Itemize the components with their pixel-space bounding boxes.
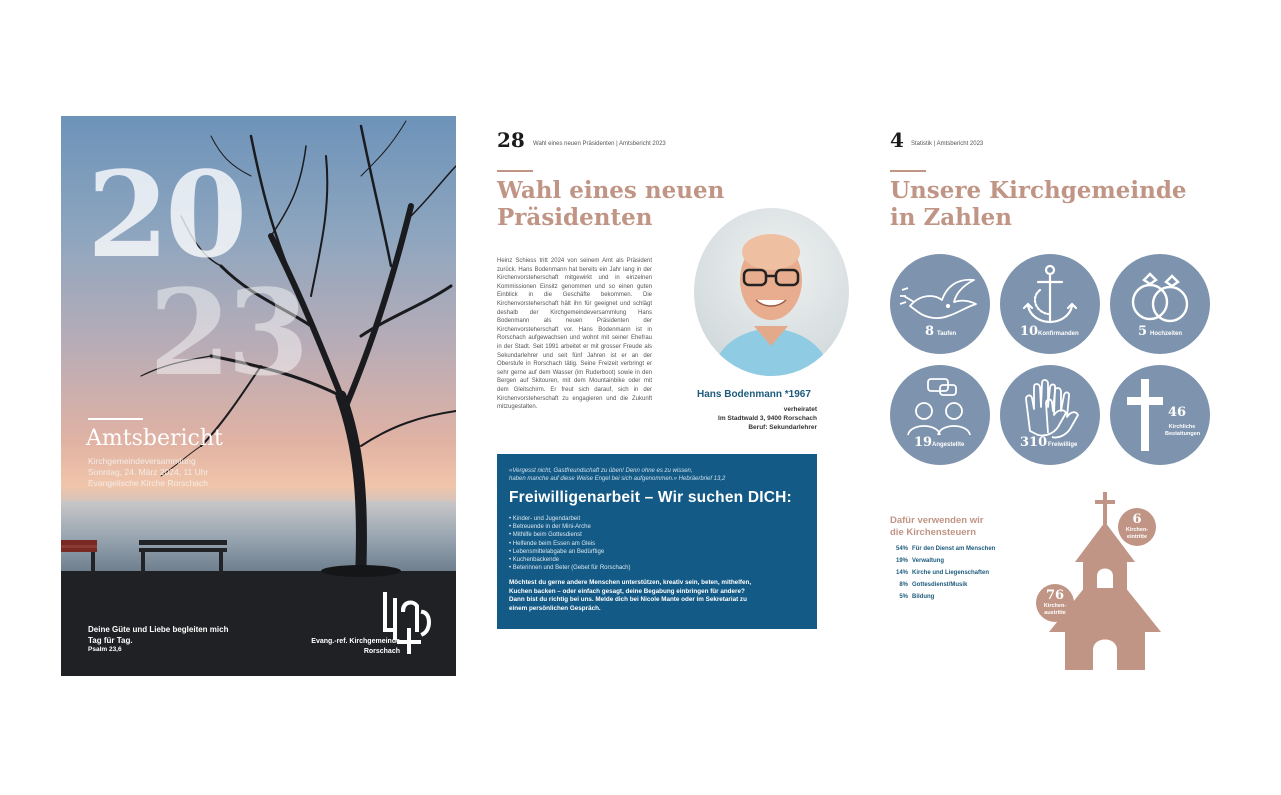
person-name: Hans Bodenmann *1967	[697, 389, 811, 400]
page-number-28: 28	[497, 128, 525, 152]
psalm-reference: Psalm 23,6	[88, 646, 122, 653]
badge-label: Kirchen-	[1043, 603, 1067, 609]
tax-percent: 8%	[899, 582, 908, 588]
cover-page	[61, 116, 456, 676]
stat-label-line: Bestattungen	[1165, 431, 1201, 437]
cta-line: einem persönlichen Gespräch.	[509, 604, 601, 612]
title-rule	[890, 170, 926, 172]
stat-label: Angestellte	[932, 442, 965, 448]
person-details	[697, 405, 817, 432]
page-title-4	[890, 177, 1187, 231]
tax-percent: 54%	[895, 546, 908, 552]
tax-item	[890, 594, 934, 600]
cta-line: Dann bist du richtig bei uns. Melde dich bei Nicole Mante oder im Sekretariat zu	[509, 596, 747, 604]
title-line: Wahl eines neuen	[497, 177, 725, 204]
badge-label: eintritte	[1126, 533, 1148, 540]
stat-label-line: Kirchliche	[1168, 424, 1196, 430]
stat-label	[1165, 424, 1199, 438]
stat-label: Taufen	[937, 331, 957, 337]
badge-label: austritte	[1044, 609, 1066, 616]
list-item: • Lebensmittelabgabe an Bedürftige	[509, 548, 605, 555]
stat-value: 10	[1020, 324, 1039, 339]
volunteer-call-to-action	[509, 579, 805, 613]
portrait-photo	[694, 208, 849, 376]
title-line: in Zahlen	[890, 204, 1012, 231]
badge-value: 76	[1045, 588, 1065, 603]
person-detail: Beruf: Sekundarlehrer	[748, 424, 817, 431]
stat-value: 5	[1138, 324, 1148, 339]
cover-subtitle-line: Kirchgemeindeversammlung	[88, 456, 196, 466]
tax-item	[890, 558, 944, 564]
stat-weddings	[1110, 254, 1210, 354]
tax-percent: 5%	[899, 594, 908, 600]
psalm-text: Deine Güte und Liebe begleiten mich Tag für Tag.	[88, 625, 229, 645]
stat-baptisms	[890, 254, 990, 354]
volunteer-box	[497, 454, 817, 629]
article-body: Heinz Schiess tritt 2024 von seinem Amt als Präsident zurück. Hans Bodenmann hat bereits ein Jahr lang in der Kirchenvorsteherschaft mitgewirkt und in einzelnen Kommissionen Einsitz genommen und so einen guten Einblick in die Geschäfte bekommen. Die Kirchenvorsteherschaft hält ihn für geeignet und schlägt deshalb der Kirchgemeindeversammlung Hans Bodenmann als neuen Präsidenten der Kirchenvorsteherschaft vor. Hans Bodenmann ist in Rorschach aufgewachsen und wohnt mit seiner Ehefrau in der Stadt. Seit 1991 arbeitet er mit grosser Freude als Sekundarlehrer und seit fünf Jahren ist er an der Oberstufe in Rorschach tätig. Seine Freizeit verbringt er sehr gerne auf dem Wasser (im Ruderboot) sowie in den Bergen auf Skitouren, mit dem Mountainbike oder mit dem Gleitschirm. Er freut sich darauf, sich in der Kirchenvorsteherschaft zu engagieren und die Zukunft mitzugestalten.	[497, 258, 652, 411]
stat-employees	[890, 365, 990, 465]
tax-percent: 14%	[895, 570, 908, 576]
cta-line: Kuchen backen – oder einfach gesagt, deine Begabung einbringen für andere?	[509, 587, 745, 595]
cover-subtitle-line: Evangelische Kirche Rorschach	[88, 478, 209, 488]
tax-label: Bildung	[912, 594, 935, 600]
person-detail: Im Stadtwald 3, 9400 Rorschach	[718, 415, 817, 422]
stat-value: 46	[1168, 405, 1187, 420]
stat-label: Freiwillige	[1048, 442, 1078, 448]
cover-year-bottom: 23	[149, 263, 306, 402]
tax-label: Gottesdienst/Musik	[912, 582, 968, 588]
cover-subtitle	[88, 456, 288, 489]
dove-icon	[890, 254, 990, 354]
stat-value: 19	[914, 435, 933, 450]
person-icon	[694, 208, 849, 376]
quote-line: «Vergesst nicht, Gastfreundschaft zu üben! Denn ohne es zu wissen,	[509, 468, 693, 474]
tax-item	[890, 582, 967, 588]
cover-rule	[88, 418, 143, 420]
list-item: • Kinder- und Jugendarbeit	[509, 516, 581, 522]
tax-percent: 19%	[895, 558, 908, 564]
cover-year-top: 20	[87, 145, 244, 284]
tax-item	[890, 570, 989, 576]
quote-line: haben manche auf diese Weise Engel bei sich aufgenommen.» Hebräerbrief 13,2	[509, 476, 726, 482]
rings-icon	[1110, 254, 1210, 354]
anchor-icon	[1000, 254, 1100, 354]
cover-subtitle-line: Sonntag, 24. März 2024, 11 Uhr	[88, 467, 209, 477]
tax-label: Kirche und Liegenschaften	[912, 570, 990, 576]
volunteer-title: Freiwilligenarbeit – Wir suchen DICH:	[509, 489, 792, 506]
stat-label: Konfirmanden	[1038, 331, 1079, 337]
stat-confirmands	[1000, 254, 1100, 354]
person-detail: verheiratet	[783, 406, 817, 413]
stat-funerals	[1110, 365, 1210, 465]
tax-label: Verwaltung	[912, 558, 945, 564]
list-item: • Helfende beim Essen am Gleis	[509, 540, 596, 547]
tax-title	[890, 515, 1010, 539]
cover-title: Amtsbericht	[86, 426, 223, 451]
church-name-line: Rorschach	[363, 648, 400, 655]
stat-volunteers	[1000, 365, 1100, 465]
cross-icon	[1110, 365, 1210, 465]
cta-line: Möchtest du gerne andere Menschen unterstützen, kreativ sein, beten, mithelfen,	[509, 579, 752, 587]
people-icon	[890, 365, 990, 465]
title-line: Unsere Kirchgemeinde	[890, 177, 1187, 204]
list-item: • Kuchenbackende	[509, 557, 560, 564]
list-item: • Betreuende in der Mini-Arche	[509, 524, 591, 531]
tax-title-line: die Kirchensteuern	[890, 527, 977, 538]
bible-quote	[509, 467, 739, 483]
stat-label: Hochzeiten	[1150, 331, 1183, 337]
tax-label: Für den Dienst am Menschen	[912, 546, 996, 552]
badge-label: Kirchen-	[1125, 527, 1149, 533]
church-name	[260, 637, 400, 657]
church-entries-badge	[1118, 508, 1156, 546]
volunteer-list	[509, 515, 805, 572]
list-item: • Beterinnen und Beter (Gebet für Rorschach)	[509, 565, 631, 572]
tax-item	[890, 546, 995, 552]
stat-value: 310	[1020, 435, 1048, 450]
church-name-line: Evang.-ref. Kirchgemeinde	[311, 638, 400, 645]
stat-value: 8	[925, 324, 935, 339]
tax-title-line: Dafür verwenden wir	[890, 515, 984, 526]
page-header-4: Statistik | Amtsbericht 2023	[911, 141, 984, 147]
church-exits-badge	[1036, 584, 1074, 622]
page-number-4: 4	[890, 128, 904, 152]
page-header-28: Wahl eines neuen Präsidenten | Amtsbericht 2023	[533, 141, 666, 147]
title-line: Präsidenten	[497, 204, 653, 231]
hands-icon	[1000, 365, 1100, 465]
badge-value: 6	[1132, 512, 1142, 527]
list-item: • Mithilfe beim Gottesdienst	[509, 532, 582, 539]
